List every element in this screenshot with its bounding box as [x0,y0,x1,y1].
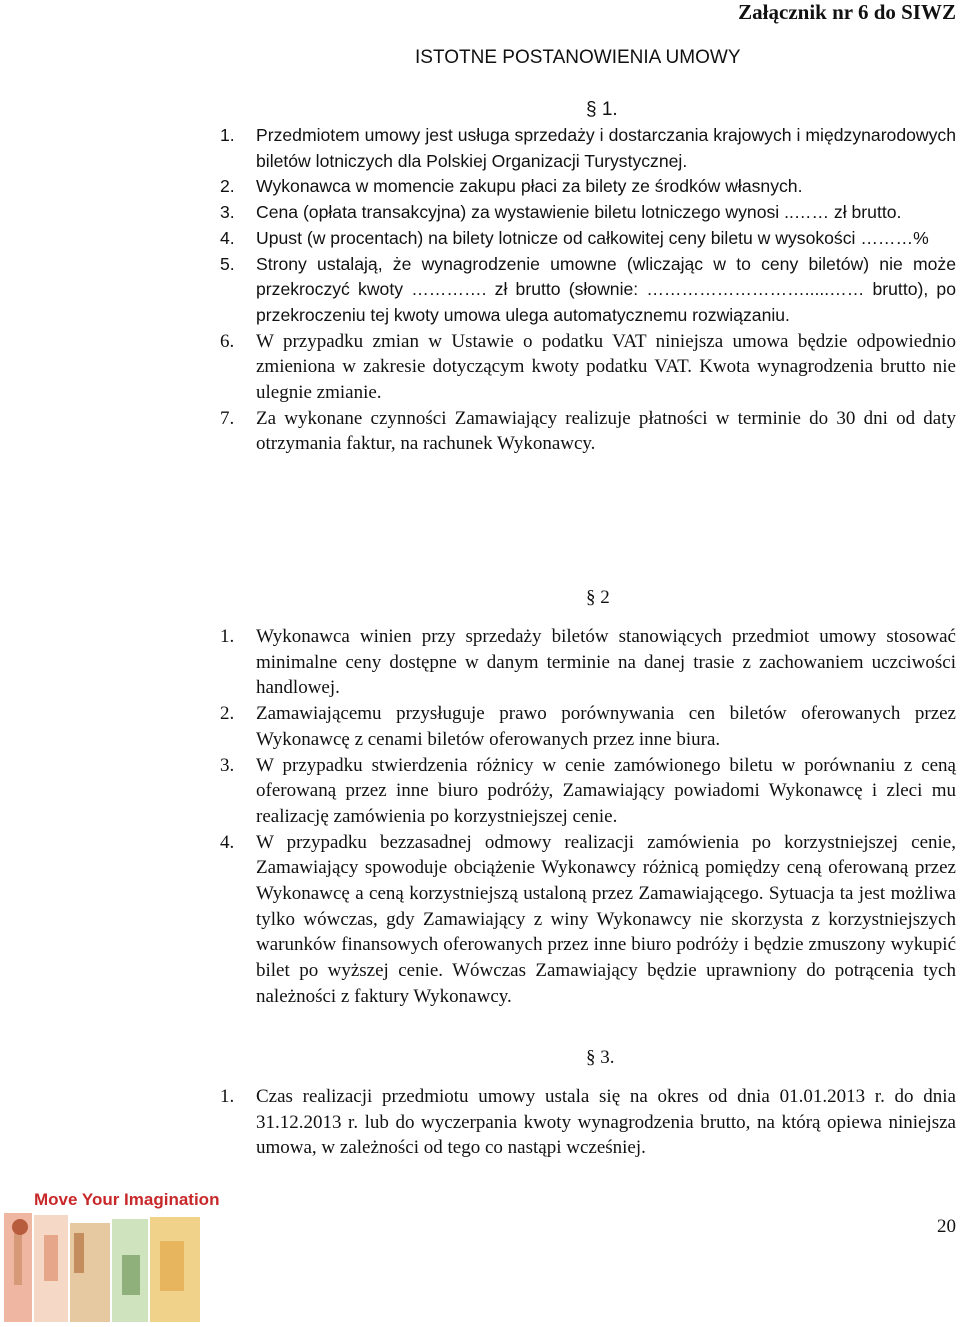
logo-graphic [0,1175,220,1322]
document-title: ISTOTNE POSTANOWIENIA UMOWY [415,47,741,68]
list-item: 1. Przedmiotem umowy jest usługa sprzedaży i dostarczania krajowych i międzynarodowych biletów lotniczych dla Polskiej Organizacji Turystycznej. [220,125,956,171]
list-item: 1. Czas realizacji przedmiotu umowy ustala się na okres od dnia 01.01.2013 r. do dnia 31.12.2013 r. lub do wyczerpania kwoty wynagrodzenia brutto, na którą opiewa niniejsza umowa, w zależności od tego co nastąpi wcześniej. [220,1086,956,1159]
section-heading-3: § 3. [586,1047,615,1068]
list-item: 1. Wykonawca winien przy sprzedaży biletów stanowiących przedmiot umowy stosować minimalne ceny dostępne w danym terminie na danej trasie z zachowaniem uczciwości handlowej. [220,626,956,699]
list-item: 3. Cena (opłata transakcyjna) za wystawienie biletu lotniczego wynosi ..…… zł brutto. [220,202,902,223]
section-1-list [220,123,956,457]
page-number: 20 [937,1216,956,1237]
move-your-imagination-logo [0,1175,220,1322]
section-3-list [220,1084,956,1161]
attachment-label: Załącznik nr 6 do SIWZ [738,0,956,24]
list-item: 7. Za wykonane czynności Zamawiający realizuje płatności w terminie do 30 dni od daty otrzymania faktur, na rachunek Wykonawcy. [220,407,956,455]
logo-wordmark: Move Your Imagination [34,1190,220,1209]
list-item: 2. Zamawiającemu przysługuje prawo porównywania cen biletów oferowanych przez Wykonawcę z cenami biletów oferowanych przez inne biura. [220,703,956,750]
list-item: 6. W przypadku zmian w Ustawie o podatku VAT niniejsza umowa będzie odpowiednio zmieniona w zakresie dotyczącym kwoty podatku VAT. Kwota wynagrodzenia brutto nie ulegnie zmianie. [220,330,956,404]
section-2-list [220,624,956,1010]
section-heading-1: § 1. [586,99,618,120]
list-item: 3. W przypadku stwierdzenia różnicy w cenie zamówionego biletu w porównaniu z ceną oferowaną przez inne biuro podróży, Zamawiający powiadomi Wykonawcę i zleci mu realizację zamówienia po korzystniejszej cenie. [220,754,956,827]
list-item: 4. W przypadku bezzasadnej odmowy realizacji zamówienia po korzystniejszej cenie, Zamawiający spowoduje obciążenie Wykonawcy różnicą pomiędzy ceną oferowaną przez Wykonawcę a ceną korzystniejszą ustaloną przez Zamawiającego. Sytuacja ta jest możliwa tylko wówczas, gdy Zamawiający z winy Wykonawcy nie skorzysta z korzystniejszych warunków finansowych oferowanych przez inne biuro podróży i będzie zmuszony wykupić bilet po wyższej cenie. Wówczas Zamawiający będzie uprawniony do potrącenia tych należności z faktury Wykonawcy. [220,831,956,1007]
list-item: 2. Wykonawca w momencie zakupu płaci za bilety ze środków własnych. [220,176,803,197]
list-item: 4. Upust (w procentach) na bilety lotnicze od całkowitej ceny biletu w wysokości ………% [220,227,929,248]
section-heading-2: § 2 [586,587,610,608]
list-item: 5. Strony ustalają, że wynagrodzenie umowne (wliczając w to ceny biletów) nie może przekroczyć kwoty …………. zł brutto (słownie: ……………………….....…… brutto), po przekroczeniu tej kwoty umowa ulega automatycznemu rozwiązaniu. [220,253,956,325]
